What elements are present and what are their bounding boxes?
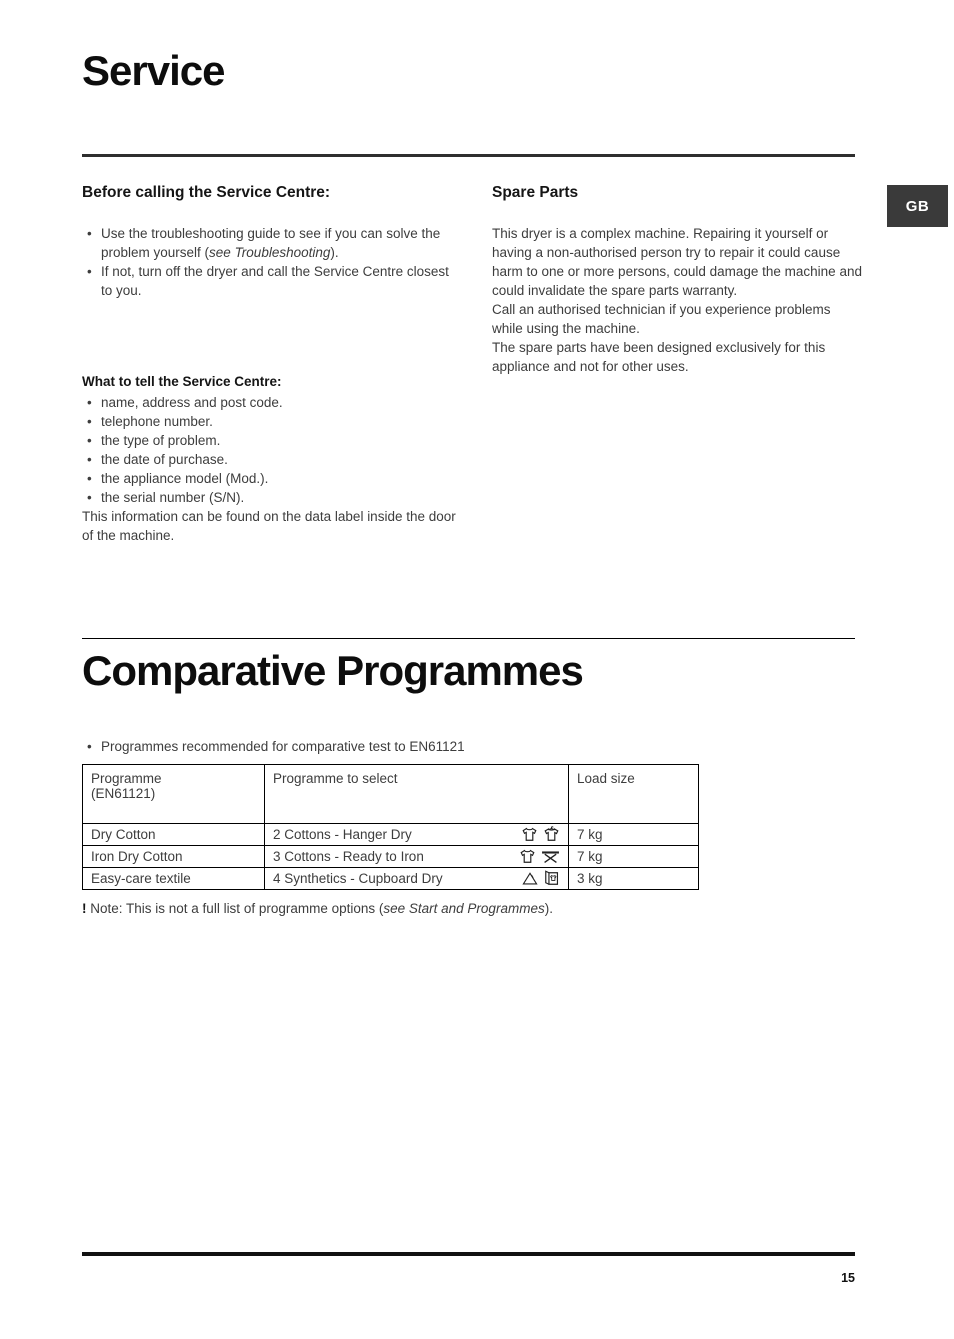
shirt-icon bbox=[521, 826, 538, 843]
load-size-cell: 7 kg bbox=[569, 846, 699, 868]
spare-parts-paragraph: Call an authorised technician if you experience problems while using the machine. bbox=[492, 301, 831, 336]
programme-cell: Easy-care textile bbox=[83, 868, 265, 890]
page-number: 15 bbox=[841, 1271, 855, 1285]
what-to-tell-block bbox=[82, 372, 462, 545]
table-row bbox=[83, 846, 699, 868]
ironing-board-icon bbox=[541, 849, 560, 864]
spare-parts-paragraph: The spare parts have been designed exclusively for this appliance and not for other uses. bbox=[492, 339, 826, 374]
section-divider-rule bbox=[82, 638, 855, 639]
cupboard-dry-icon bbox=[543, 870, 560, 887]
comparative-section-title: Comparative Programmes bbox=[82, 647, 583, 694]
programme-cell: Dry Cotton bbox=[83, 824, 265, 846]
service-section-title: Service bbox=[82, 47, 225, 94]
spare-parts-column bbox=[492, 184, 862, 376]
table-row bbox=[83, 824, 699, 846]
comparative-intro-list bbox=[82, 737, 702, 756]
column-header-programme-to-select: Programme to select bbox=[265, 765, 569, 824]
delicate-triangle-icon bbox=[522, 871, 538, 886]
list-item: • the serial number (S/N). bbox=[82, 488, 462, 507]
language-badge-label: GB bbox=[905, 197, 930, 215]
load-size-cell: 7 kg bbox=[569, 824, 699, 846]
table-header-row bbox=[83, 765, 699, 824]
column-header-load-size: Load size bbox=[569, 765, 699, 824]
before-calling-list bbox=[82, 224, 450, 300]
section-divider-rule bbox=[82, 154, 855, 157]
list-item: • the appliance model (Mod.). bbox=[82, 469, 462, 488]
spare-parts-paragraph: This dryer is a complex machine. Repairing it yourself or having a non-authorised person try to repair it could cause harm to one or more persons, could damage the machine and could invalidate the spare parts warranty. bbox=[492, 225, 862, 298]
programme-select-cell: 3 Cottons - Ready to Iron bbox=[265, 846, 569, 868]
before-calling-heading: Before calling the Service Centre: bbox=[82, 184, 331, 201]
before-calling-column bbox=[82, 184, 450, 300]
programme-select-cell: 4 Synthetics - Cupboard Dry bbox=[265, 868, 569, 890]
language-badge bbox=[887, 185, 948, 227]
load-size-cell: 3 kg bbox=[569, 868, 699, 890]
list-item: • If not, turn off the dryer and call the Service Centre closest to you. bbox=[82, 262, 450, 300]
programme-select-cell: 2 Cottons - Hanger Dry bbox=[265, 824, 569, 846]
spare-parts-heading: Spare Parts bbox=[492, 184, 579, 201]
comparative-programmes-table bbox=[82, 764, 699, 890]
what-to-tell-list bbox=[82, 393, 462, 507]
list-item: • the date of purchase. bbox=[82, 450, 462, 469]
column-header-programme: Programme (EN61121) bbox=[83, 765, 265, 824]
list-item: • telephone number. bbox=[82, 412, 462, 431]
shirt-icon bbox=[519, 848, 536, 865]
shirt-on-hanger-icon bbox=[543, 826, 560, 843]
footer-rule bbox=[82, 1252, 855, 1256]
list-item: • the type of problem. bbox=[82, 431, 462, 450]
list-item: • Use the troubleshooting guide to see if you can solve the problem yourself (see Troubleshooting). bbox=[82, 224, 450, 262]
what-to-tell-heading: What to tell the Service Centre: bbox=[82, 374, 282, 389]
list-item: • Programmes recommended for comparative test to EN61121 bbox=[82, 737, 702, 756]
programme-cell: Iron Dry Cotton bbox=[83, 846, 265, 868]
table-row bbox=[83, 868, 699, 890]
what-to-tell-footnote: This information can be found on the data label inside the door of the machine. bbox=[82, 509, 456, 543]
list-item: • name, address and post code. bbox=[82, 393, 462, 412]
note-line: ! Note: This is not a full list of programme options (see Start and Programmes). bbox=[82, 901, 553, 916]
